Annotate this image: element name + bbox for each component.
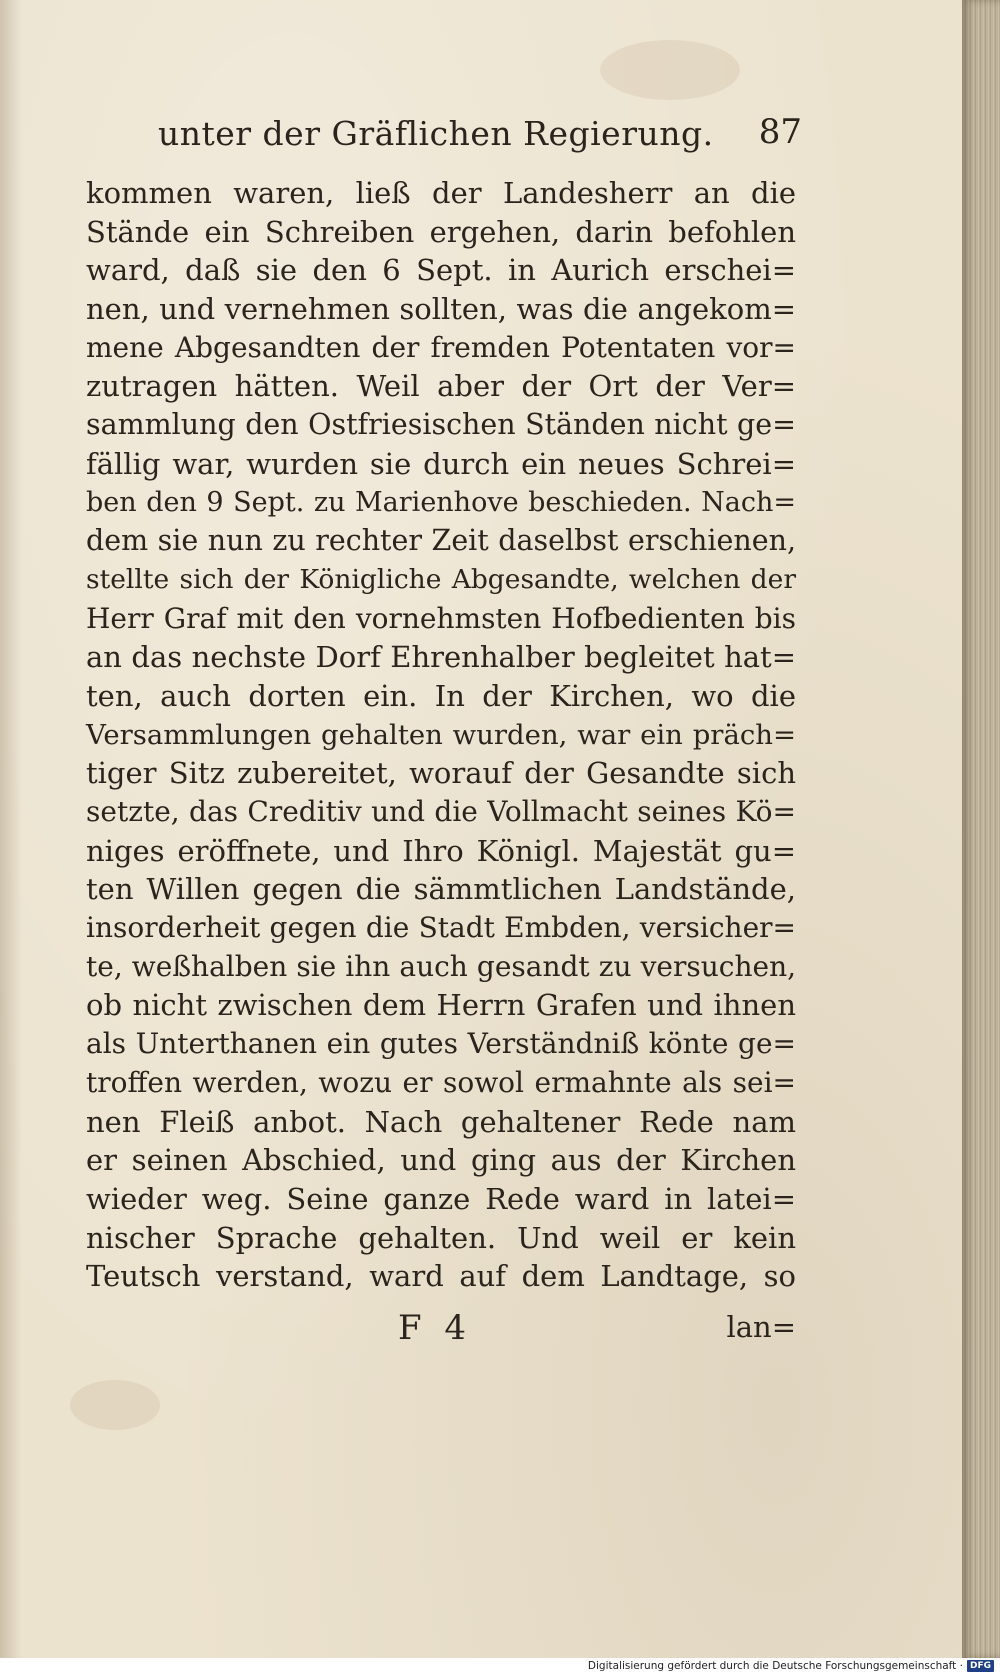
text-line: tiger Sitz zubereitet, worauf der Gesandte sich xyxy=(86,756,796,791)
text-line: er seinen Abschied, und ging aus der Kirchen xyxy=(86,1143,796,1178)
paper-stain xyxy=(70,1380,160,1430)
text-line: ten, auch dorten ein. In der Kirchen, wo die xyxy=(86,678,796,713)
text-line: wieder weg. Seine ganze Rede ward in latei= xyxy=(86,1181,796,1216)
text-line: troffen werden, wozu er sowol ermahnte als sei= xyxy=(86,1065,796,1099)
credit-text: Digitalisierung gefördert durch die Deutsche Forschungsgemeinschaft · xyxy=(587,1660,963,1672)
dfg-logo-icon: DFG xyxy=(967,1660,994,1672)
text-line: sammlung den Ostfriesischen Ständen nicht ge= xyxy=(86,408,796,442)
page-edges xyxy=(962,0,1000,1658)
text-line: insorderheit gegen die Stadt Embden, versicher= xyxy=(86,911,796,945)
digitization-credit xyxy=(588,1658,994,1674)
text-line: ward, daß sie den 6 Sept. in Aurich erschei= xyxy=(86,253,796,288)
text-line: Versammlungen gehalten wurden, war ein präch= xyxy=(86,718,796,751)
running-head xyxy=(86,100,802,162)
running-title: unter der Gräflichen Regierung. xyxy=(158,114,714,153)
text-line: stellte sich der Königliche Abgesandte, welchen der xyxy=(86,563,796,595)
text-line: an das nechste Dorf Ehrenhalber begleitet hat= xyxy=(86,640,796,675)
text-line: zutragen hätten. Weil aber der Ort der Ver= xyxy=(86,369,796,404)
text-line: Herr Graf mit den vornehmsten Hofbedienten bis xyxy=(86,601,796,635)
signature-mark: F 4 xyxy=(398,1307,473,1348)
text-line: dem sie nun zu rechter Zeit daselbst erschienen, xyxy=(86,524,796,558)
text-line: setzte, das Creditiv und die Vollmacht seines Kö= xyxy=(86,795,796,828)
text-line: niges eröffnete, und Ihro Königl. Majestät gu= xyxy=(86,833,796,868)
page-footer xyxy=(86,1302,796,1352)
text-line: ten Willen gegen die sämmtlichen Landstände, xyxy=(86,872,796,907)
text-line: fällig war, wurden sie durch ein neues Schrei= xyxy=(86,446,796,481)
text-line: ben den 9 Sept. zu Marienhove beschieden. Nach= xyxy=(86,486,796,518)
page-text-block xyxy=(86,100,802,1352)
page-number: 87 xyxy=(758,112,802,152)
text-line: nischer Sprache gehalten. Und weil er kein xyxy=(86,1220,796,1255)
catchword: lan= xyxy=(726,1309,796,1344)
text-line: kommen waren, ließ der Landesherr an die xyxy=(86,176,796,210)
text-line: nen, und vernehmen sollten, was die angekom= xyxy=(86,292,796,327)
text-line: Stände ein Schreiben ergehen, darin befohlen xyxy=(86,214,796,249)
paper-stain xyxy=(600,40,740,100)
text-line: ob nicht zwischen dem Herrn Grafen und ihnen xyxy=(86,988,796,1023)
spine-shadow xyxy=(0,0,22,1658)
text-line: nen Fleiß anbot. Nach gehaltener Rede nam xyxy=(86,1104,796,1139)
text-line: als Unterthanen ein gutes Verständniß könte ge= xyxy=(86,1027,796,1061)
text-line: mene Abgesandten der fremden Potentaten vor= xyxy=(86,330,796,364)
text-line: Teutsch verstand, ward auf dem Landtage, so xyxy=(86,1259,796,1294)
body-text xyxy=(86,174,796,1296)
text-line: te, weßhalben sie ihn auch gesandt zu versuchen, xyxy=(86,949,796,983)
